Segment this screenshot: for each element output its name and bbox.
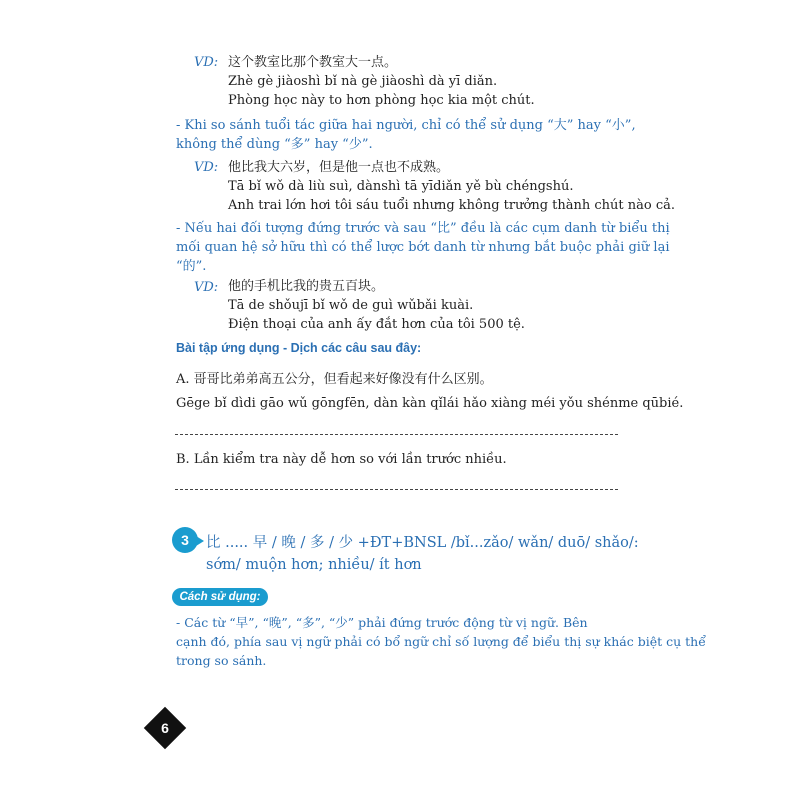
example-block [228, 277, 525, 334]
example-label: VD: [194, 280, 219, 295]
note-line: không thể dùng “多” hay “少”. [176, 137, 373, 152]
example-translation: Điện thoại của anh ấy đắt hơn của tôi 500 tệ. [228, 317, 525, 332]
section-title [206, 532, 639, 576]
note-line: - Khi so sánh tuổi tác giữa hai người, chỉ có thể sử dụng “大” hay “小”, [176, 118, 636, 133]
section-title-line: 比 ..... 早 / 晚 / 多 / 少 +ĐT+BNSL /bǐ...zǎo/ wǎn/ duō/ shǎo/: [206, 535, 639, 551]
example-chinese: 他的手机比我的贵五百块。 [228, 279, 385, 294]
page-number: 6 [161, 720, 169, 736]
section-number-badge [172, 527, 198, 553]
note-line: mối quan hệ sở hữu thì có thể lược bớt danh từ nhưng bắt buộc phải giữ lại [176, 240, 670, 255]
exercise-a-chinese: A. 哥哥比弟弟高五公分，但看起来好像没有什么区别。 [176, 372, 493, 387]
usage-label: Cách sử dụng: [172, 588, 268, 606]
exercise-heading: Bài tập ứng dụng - Dịch các câu sau đây: [176, 341, 422, 355]
usage-line: cạnh đó, phía sau vị ngữ phải có bổ ngữ chỉ số lượng để biểu thị sự khác biệt cụ thể [176, 634, 706, 649]
usage-line: - Các từ “早”, “晚”, “多”, “少” phải đứng trước động từ vị ngữ. Bên [176, 615, 588, 630]
answer-line [175, 434, 618, 435]
grammar-note [176, 116, 636, 154]
section-title-line: sớm/ muộn hơn; nhiều/ ít hơn [206, 557, 422, 573]
exercise-a-pinyin: Gēge bǐ dìdi gāo wǔ gōngfēn, dàn kàn qǐlái hǎo xiàng méi yǒu shénme qūbié. [176, 396, 684, 411]
example-chinese: 他比我大六岁，但是他一点也不成熟。 [228, 160, 450, 175]
example-pinyin: Tā de shǒujī bǐ wǒ de guì wǔbǎi kuài. [228, 298, 474, 313]
example-label: VD: [194, 160, 219, 175]
example-translation: Phòng học này to hơn phòng học kia một chút. [228, 93, 535, 108]
answer-line [175, 489, 618, 490]
note-line: - Nếu hai đối tượng đứng trước và sau “比” đều là các cụm danh từ biểu thị [176, 221, 670, 236]
example-block [228, 53, 535, 110]
example-translation: Anh trai lớn hơi tôi sáu tuổi nhưng không trưởng thành chút nào cả. [228, 198, 675, 213]
usage-text [176, 613, 706, 670]
note-line: “的”. [176, 259, 207, 274]
example-pinyin: Zhè gè jiàoshì bǐ nà gè jiàoshì dà yī diǎn. [228, 74, 498, 89]
section-number: 3 [181, 532, 189, 548]
grammar-note [176, 219, 670, 276]
example-label: VD: [194, 55, 219, 70]
usage-line: trong so sánh. [176, 653, 267, 668]
example-pinyin: Tā bǐ wǒ dà liù suì, dànshì tā yīdiǎn yě bù chéngshú. [228, 179, 574, 194]
example-chinese: 这个教室比那个教室大一点。 [228, 55, 398, 70]
exercise-b: B. Lần kiểm tra này dễ hơn so với lần trước nhiều. [176, 452, 507, 467]
example-block [228, 158, 675, 215]
